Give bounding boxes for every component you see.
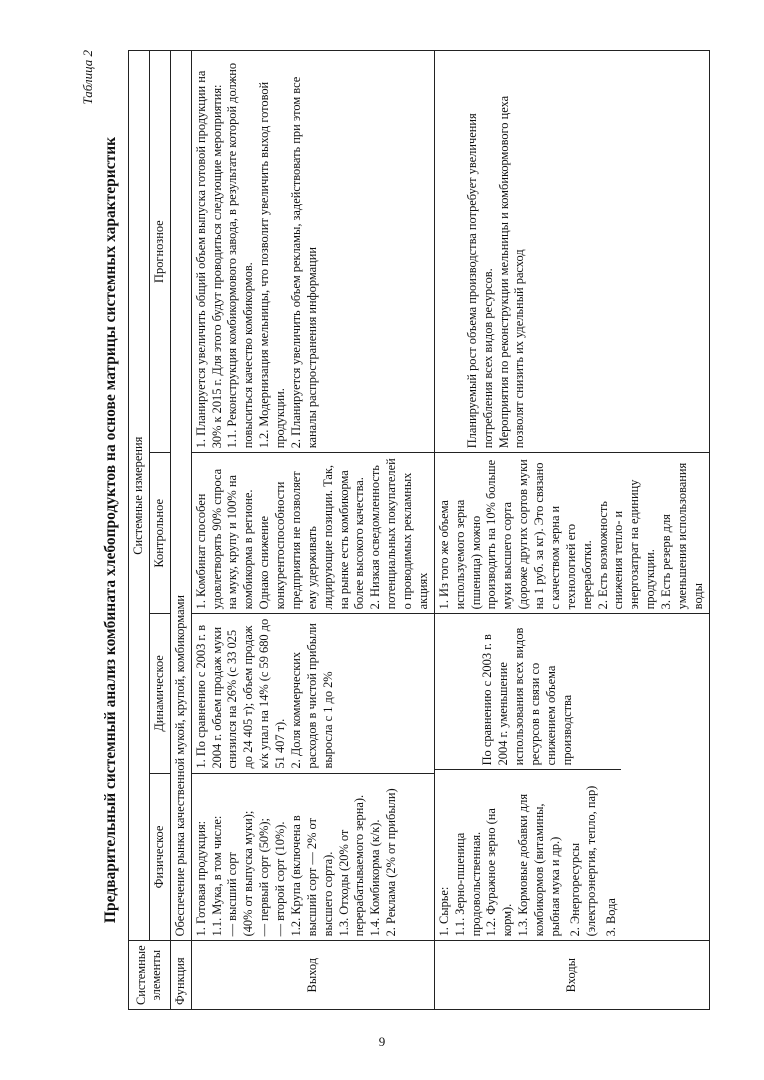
output-dynamic	[191, 614, 434, 773]
header-forecast: Прогнозное	[149, 51, 170, 453]
output-forecast-item: 1. Планируется увеличить общий объем выпуска готовой продукции на 30% к 2015 г. Для этого будут проводиться следующие мероприятия:	[193, 70, 224, 449]
output-physical-line: — второй сорт (10%).	[273, 821, 287, 937]
output-control-item: 2. Низкая осведомленность потенциальных покупателей о проводимых рекламных акциях	[368, 458, 430, 610]
input-row	[434, 51, 709, 1010]
header-measurements: Системные измерения	[129, 51, 150, 941]
header-dynamic: Динамическое	[149, 614, 170, 773]
header-control: Контрольное	[149, 453, 170, 614]
input-physical-water: 3. Вода	[603, 898, 618, 937]
input-control-item: 1. Из того же объема используемого зерна (пшеница) можно производить на 10% больше муки высшего сорта (дороже других сортов муки на 1 руб. за кг). Это связано с качеством зерна и технологией его переработки.	[436, 459, 594, 610]
output-physical-line: 2. Реклама (2% от прибыли)	[384, 788, 399, 937]
rotated-page-content	[80, 50, 720, 1010]
output-physical-line: 1.1. Мука, в том числе:	[209, 815, 224, 937]
output-dynamic-item: 1. По сравнению с 2003 г. в 2004 г. объем продаж муки снизился на 26% (с 33 025 до 24 405 т); объем продаж к/к упал на 14% (с 59 680 до 51 407 т).	[193, 618, 287, 769]
input-forecast-item: Мероприятия по реконструкции мельницы и комбикормового цеха позволят снизить их удельный расход	[496, 95, 527, 449]
output-physical-line: 1. Готовая продукция:	[193, 820, 208, 937]
input-physical	[435, 770, 622, 941]
input-forecast	[434, 51, 709, 453]
output-physical-line: 1.4. Комбикорма (к/к).	[368, 819, 383, 937]
function-text: Обеспечение рынка качественной мукой, крупой, комбикормами	[170, 51, 191, 941]
output-physical	[191, 773, 434, 941]
header-physical: Физическое	[149, 773, 170, 941]
output-forecast-item: 2. Планируется увеличить объем рекламы, задействовать при этом все каналы распространения информации	[288, 76, 319, 449]
input-control	[434, 453, 709, 614]
function-row	[170, 51, 191, 1010]
page-number: 9	[378, 1034, 386, 1049]
output-dynamic-item: 2. Доля коммерческих расходов в чистой прибыли выросла с 1 до 2%	[288, 623, 335, 769]
input-physical-energy: 2. Энергоресурсы (электроэнергия, тепло, пар)	[567, 785, 598, 937]
output-control-item: 1. Комбинат способен удовлетворять 90% спроса на муку, крупу и 100% на комбикорма в регионе. Однако снижение конкурентоспособности предприятия не позволяет ему удерживать лидирующие позиции. Так, на рынке есть комбикорма более высокого качества.	[193, 465, 367, 610]
output-forecast-item: 1.2. Модернизация мельницы, что позволит увеличить выход готовой продукции.	[257, 81, 287, 449]
output-row	[191, 51, 434, 1010]
input-physical-dynamic	[434, 614, 709, 941]
input-dynamic: По сравнению с 2003 г. в 2004 г. уменьшение использования всех видов ресурсов в связи со снижением объема производства	[480, 627, 574, 766]
header-elements: Системные элементы	[129, 941, 171, 1010]
output-physical-line: (40% от выпуска муки);	[241, 810, 256, 937]
system-matrix-table	[128, 50, 710, 1010]
table-label: Таблица 2	[80, 50, 95, 105]
output-physical-line: — высший сорт	[225, 852, 240, 937]
input-control-item: 2. Есть возможность снижения тепло- и энергозатрат на единицу продукции.	[595, 479, 658, 610]
output-physical-line: 1.2. Крупа (включена в высший сорт — 2% от высшего сорта).	[288, 815, 335, 937]
input-forecast-item: Планируемый рост объема производства потребует увеличения потребления всех видов ресурсов.	[464, 113, 495, 449]
output-control	[191, 453, 434, 614]
output-forecast-item: 1.1. Реконструкция комбикормового завода, в результате которой должно повыситься качество комбикормов.	[225, 62, 256, 449]
table-title: Предварительный системный анализ комбината хлебопродуктов на основе матрицы системных характеристик	[102, 136, 119, 924]
input-label: Входы	[434, 941, 709, 1010]
header-row-1	[129, 51, 150, 1010]
header-row-2	[149, 51, 170, 1010]
output-physical-line: — первый сорт (50%);	[257, 818, 272, 937]
output-label: Выход	[191, 941, 434, 1010]
function-label: Функция	[170, 941, 191, 1010]
output-physical-line: 1.3. Отходы (20% от перерабатываемого зерна).	[336, 794, 367, 937]
input-control-item: 3. Есть резерв для уменьшения использования воды	[659, 462, 705, 610]
output-forecast	[191, 51, 434, 453]
input-physical-raw: 1. Сырье: 1.1. Зерно-пшеница продовольственная. 1.2. Фуражное зерно (на корм). 1.3. Кормовые добавки для комбикормов (витамины, рыбная мука и др.)	[436, 793, 562, 937]
